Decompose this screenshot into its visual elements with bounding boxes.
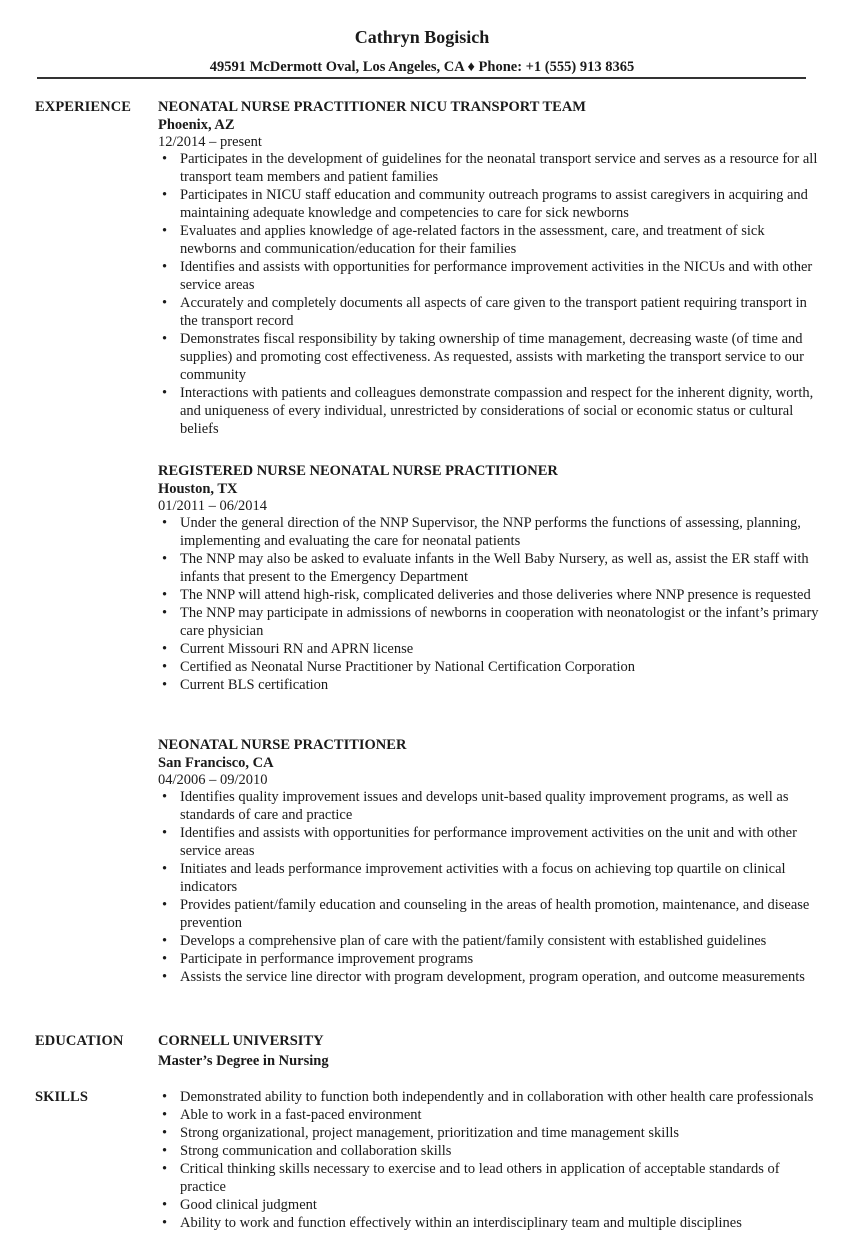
list-item: • Provides patient/family education and counseling in the areas of health promotion, maintenance, and disease prevention — [158, 896, 820, 932]
list-item: • Current Missouri RN and APRN license — [158, 640, 820, 658]
list-item: • Ability to work and function effectively within an interdisciplinary team and multiple disciplines — [158, 1214, 820, 1232]
list-item: • Interactions with patients and colleagues demonstrate compassion and respect for the inherent dignity, worth, and uniqueness of every individual, unrestricted by considerations of social or economic status or cultural beliefs — [158, 384, 820, 438]
list-item: • Accurately and completely documents all aspects of care given to the transport patient requiring transport in the transport record — [158, 294, 820, 330]
list-item: • The NNP will attend high-risk, complicated deliveries and those deliveries where NNP presence is requested — [158, 586, 820, 604]
list-item: • Participates in the development of guidelines for the neonatal transport service and serves as a resource for all transport team members and patient families — [158, 150, 820, 186]
job-dates: 04/2006 – 09/2010 — [158, 772, 268, 788]
list-item: • Strong organizational, project management, prioritization and time management skills — [158, 1124, 820, 1142]
list-item: • The NNP may also be asked to evaluate infants in the Well Baby Nursery, as well as, assist the ER staff with infants that present to the Emergency Department — [158, 550, 820, 586]
list-item: • Evaluates and applies knowledge of age-related factors in the assessment, care, and treatment of sick newborns and communication/education for their families — [158, 222, 820, 258]
section-label-experience: EXPERIENCE — [35, 99, 132, 115]
list-item: • Critical thinking skills necessary to exercise and to lead others in application of acceptable standards of practice — [158, 1160, 820, 1196]
list-item: • Initiates and leads performance improvement activities with a focus on achieving top quartile on clinical indicators — [158, 860, 820, 896]
skills-list — [158, 1088, 818, 1232]
list-item: • Able to work in a fast-paced environment — [158, 1106, 820, 1124]
list-item: • The NNP may participate in admissions of newborns in cooperation with neonatologist or the infant’s primary care physician — [158, 604, 820, 640]
job-entry — [158, 736, 818, 986]
contact-line: 49591 McDermott Oval, Los Angeles, CA ♦ Phone: +1 (555) 913 8365 — [209, 59, 635, 75]
skills-entry — [158, 1088, 818, 1232]
job-dates: 01/2011 – 06/2014 — [158, 498, 268, 514]
job-entry — [158, 98, 818, 438]
list-item: • Demonstrates fiscal responsibility by taking ownership of time management, decreasing waste (of time and supplies) and promoting cost effectiveness. As requested, assists with marketing the transport service to our community — [158, 330, 820, 384]
list-item: • Demonstrated ability to function both independently and in collaboration with other health care professionals — [158, 1088, 820, 1106]
list-item: • Under the general direction of the NNP Supervisor, the NNP performs the functions of assessing, planning, implementing and evaluating the care for neonatal patients — [158, 514, 820, 550]
list-item: • Assists the service line director with program development, program operation, and outcome measurements — [158, 968, 820, 986]
job-location: Houston, TX — [158, 481, 238, 497]
job-bullets — [158, 788, 818, 986]
job-dates: 12/2014 – present — [158, 134, 262, 150]
header-divider — [37, 77, 806, 79]
list-item: • Certified as Neonatal Nurse Practitioner by National Certification Corporation — [158, 658, 820, 676]
job-location: Phoenix, AZ — [158, 117, 235, 133]
job-entry — [158, 462, 818, 694]
degree-name: Master’s Degree in Nursing — [158, 1053, 329, 1069]
list-item: • Good clinical judgment — [158, 1196, 820, 1214]
job-title: REGISTERED NURSE NEONATAL NURSE PRACTITIONER — [158, 463, 558, 479]
section-label-education: EDUCATION — [35, 1033, 124, 1049]
list-item: • Current BLS certification — [158, 676, 820, 694]
list-item: • Identifies quality improvement issues and develops unit-based quality improvement programs, as well as standards of care and practice — [158, 788, 820, 824]
list-item: • Identifies and assists with opportunities for performance improvement activities on the unit and with other service areas — [158, 824, 820, 860]
education-entry — [158, 1032, 818, 1070]
job-bullets — [158, 150, 818, 438]
job-title: NEONATAL NURSE PRACTITIONER NICU TRANSPORT TEAM — [158, 99, 586, 115]
candidate-name: Cathryn Bogisich — [354, 27, 490, 47]
job-title: NEONATAL NURSE PRACTITIONER — [158, 737, 407, 753]
list-item: • Strong communication and collaboration skills — [158, 1142, 820, 1160]
list-item: • Develops a comprehensive plan of care with the patient/family consistent with established guidelines — [158, 932, 820, 950]
job-bullets — [158, 514, 818, 694]
list-item: • Identifies and assists with opportunities for performance improvement activities in the NICUs and with other service areas — [158, 258, 820, 294]
list-item: • Participates in NICU staff education and community outreach programs to assist caregivers in acquiring and maintaining adequate knowledge and competencies to care for sick newborns — [158, 186, 820, 222]
section-label-skills: SKILLS — [35, 1089, 88, 1105]
job-location: San Francisco, CA — [158, 755, 274, 771]
list-item: • Participate in performance improvement programs — [158, 950, 820, 968]
resume-header — [0, 25, 860, 76]
school-name: CORNELL UNIVERSITY — [158, 1033, 324, 1049]
